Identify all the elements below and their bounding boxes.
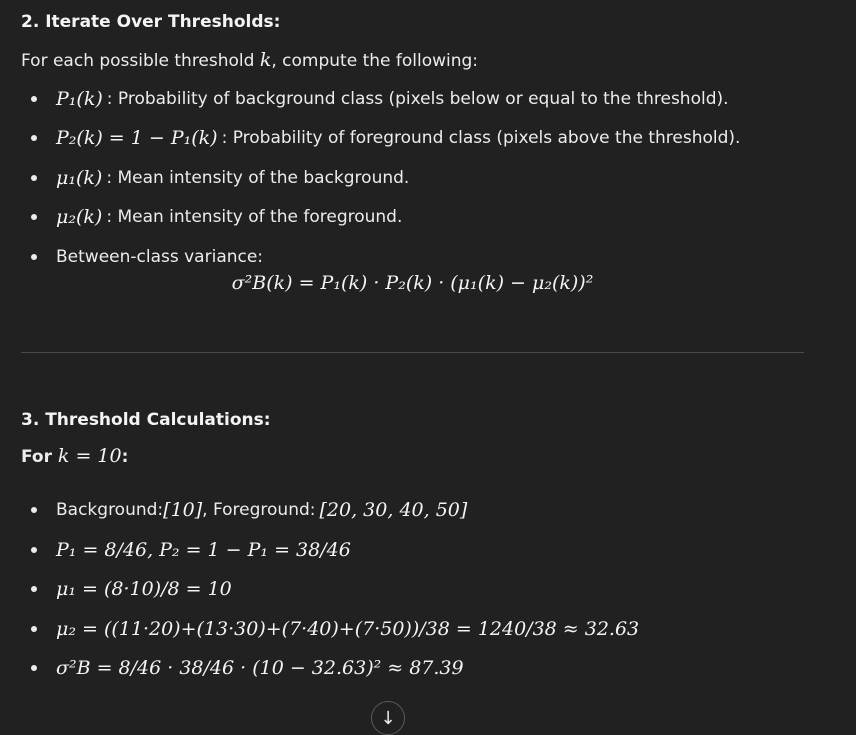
math-formula: μ₂(k) xyxy=(56,206,103,228)
section-2-heading: 2. Iterate Over Thresholds: xyxy=(21,12,281,32)
arrow-down-icon: ↓ xyxy=(380,707,396,729)
list-item xyxy=(21,535,801,565)
list-item xyxy=(21,574,801,604)
section-3-subheading: For k = 10: xyxy=(21,445,129,467)
math-formula: σ²B = 8/46 · 38/46 · (10 − 32.63)² ≈ 87.39 xyxy=(56,657,464,679)
math-formula: μ₁ = (8·10)/8 = 10 xyxy=(56,578,232,600)
divider xyxy=(21,352,804,353)
list-item: Between-class variance: xyxy=(21,244,801,270)
bullet xyxy=(31,254,37,260)
section-3-heading: 3. Threshold Calculations: xyxy=(21,410,271,430)
section-2-intro: For each possible threshold k, compute the following: xyxy=(21,49,479,71)
list-item: P₂(k) = 1 − P₁(k) : Probability of foreground class (pixels above the threshold). xyxy=(21,125,801,151)
list-item xyxy=(21,614,801,644)
bullet xyxy=(31,665,37,671)
math-formula: [20, 30, 40, 50] xyxy=(319,499,468,521)
bullet xyxy=(31,214,37,220)
list-item xyxy=(21,653,801,683)
math-formula: P₁(k) xyxy=(56,88,103,110)
list-item: μ₂(k) : Mean intensity of the foreground. xyxy=(21,204,801,230)
math-formula: P₂(k) = 1 − P₁(k) xyxy=(56,127,218,149)
bullet xyxy=(31,96,37,102)
list-item: P₁(k) : Probability of background class (pixels below or equal to the threshold). xyxy=(21,86,801,112)
variance-formula: σ²B(k) = P₁(k) · P₂(k) · (μ₁(k) − μ₂(k))² xyxy=(231,272,594,294)
bullet xyxy=(31,626,37,632)
list-item: Background: [10] , Foreground: [20, 30, 40, 50] xyxy=(21,497,801,523)
math-formula: P₁ = 8/46, P₂ = 1 − P₁ = 38/46 xyxy=(56,539,351,561)
math-formula: μ₁(k) xyxy=(56,167,103,189)
bullet xyxy=(31,135,37,141)
bullet xyxy=(31,586,37,592)
math-formula: μ₂ = ((11·20)+(13·30)+(7·40)+(7·50))/38 = 1240/38 ≈ 32.63 xyxy=(56,618,640,640)
scroll-to-bottom-button[interactable] xyxy=(371,701,405,735)
bullet xyxy=(31,507,37,513)
bullet xyxy=(31,547,37,553)
list-item: μ₁(k) : Mean intensity of the background. xyxy=(21,165,801,191)
math-formula: [10] xyxy=(163,499,203,521)
bullet xyxy=(31,175,37,181)
